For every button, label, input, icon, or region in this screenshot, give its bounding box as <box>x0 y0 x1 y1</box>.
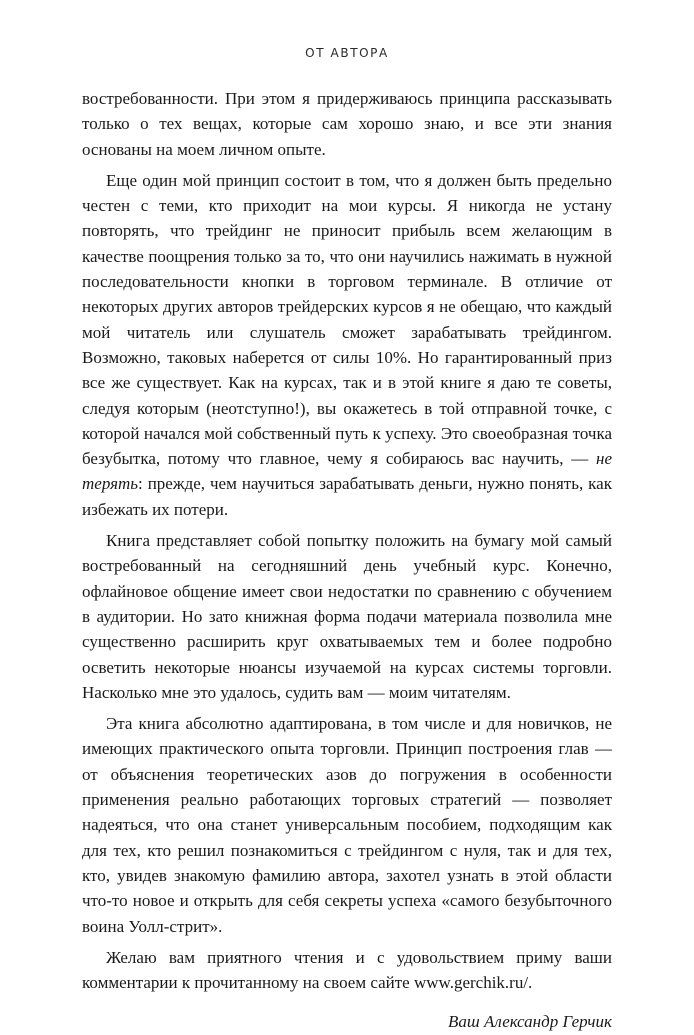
paragraph-2-tail: : прежде, чем научиться зарабатывать деньги, нужно понять, как избежать их потери. <box>82 474 612 519</box>
author-signature: Ваш Александр Герчик <box>448 1012 612 1032</box>
page-body <box>82 86 612 1035</box>
paragraph-2-text: Еще один мой принцип состоит в том, что я должен быть предельно честен с теми, кто приходит на мои курсы. Я никогда не устану повторять, что трейдинг не приносит прибыль всем желающим в качестве поощрения только за то, что они научились нажимать в нужной последовательности кнопки в торговом терминале. В отличие от некоторых других авторов трейдерских курсов я не обещаю, что каждый мой читатель или слушатель сможет зарабатывать трейдингом. Возможно, таковых наберется от силы 10%. Но гарантированный приз все же существует. Как на курсах, так и в этой книге я даю те советы, следуя которым (неотступно!), вы окажетесь в той отправной точке, с которой начался мой собственный путь к успеху. Это своеобразная точка безубытка, потому что главное, чему я собираюсь вас научить, — <box>82 170 612 469</box>
paragraph-1: востребованности. При этом я придерживаюсь принципа рассказывать только о тех вещах, которые сам хорошо знаю, и все эти знания основаны на моем личном опыте. <box>82 89 612 159</box>
running-header: ОТ АВТОРА <box>305 46 389 60</box>
paragraph-5: Желаю вам приятного чтения и с удовольствием приму ваши комментарии к прочитанному на своем сайте www.gerchik.ru/. <box>82 947 612 993</box>
emphasis-text: не терять <box>82 449 613 494</box>
paragraph-3: Книга представляет собой попытку положить на бумагу мой самый востребованный на сегодняшний день учебный курс. Конечно, офлайновое общение имеет свои недостатки по сравнению с обучением в аудитории. Но зато книжная форма подачи материала позволила мне существенно расширить круг охватываемых тем и более подробно осветить некоторые нюансы изучаемой на курсах системы торговли. Насколько мне это удалось, судить вам — моим читателям. <box>82 531 612 702</box>
paragraph-2 <box>82 168 612 522</box>
paragraph-4: Эта книга абсолютно адаптирована, в том числе и для новичков, не имеющих практического опыта торговли. Принцип построения глав — от объяснения теоретических азов до погружения в особенности применения реально работающих торговых стратегий — позволяет надеяться, что она станет универсальным пособием, подходящим как для тех, кто решил познакомиться с трейдингом с нуля, так и для тех, кто, увидев знакомую фамилию автора, захотел узнать в этой области что-то новое и открыть для себя секреты успеха «самого безубыточного воина Уолл-стрит». <box>82 714 612 936</box>
